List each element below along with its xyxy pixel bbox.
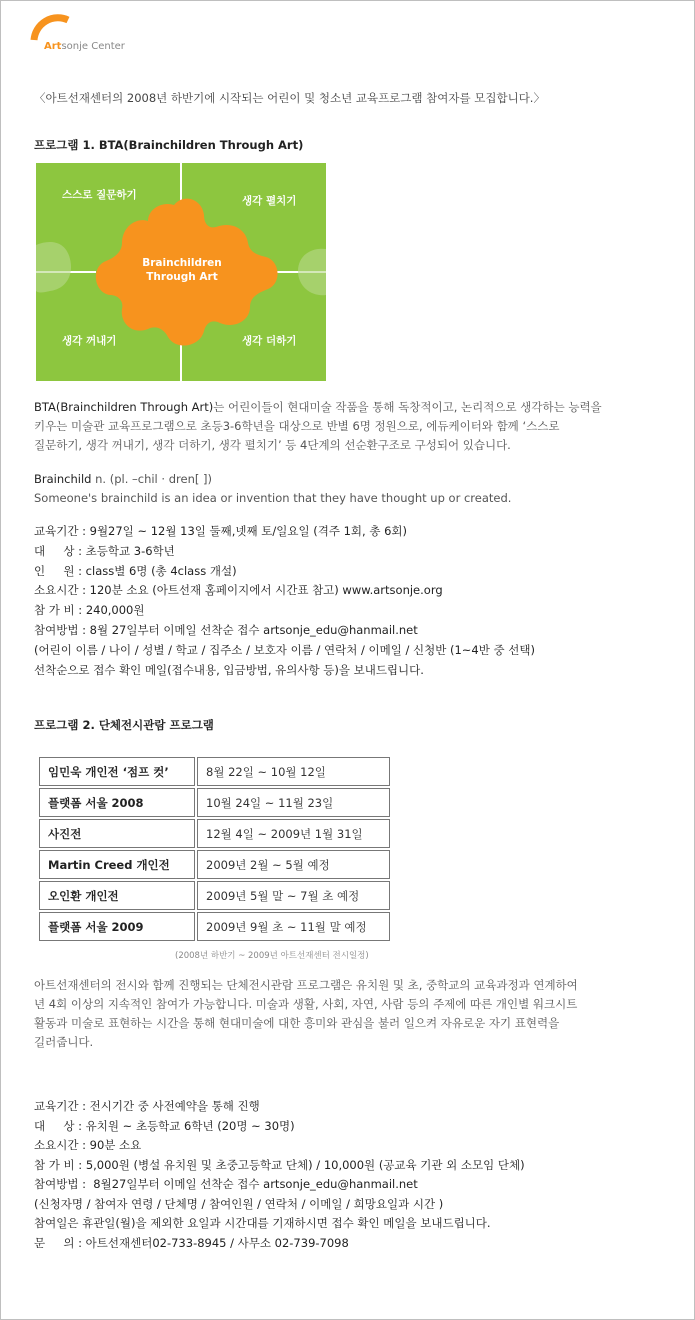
intro-text: 〈아트선재센터의 2008년 하반기에 시작되는 어린이 및 청소년 교육프로그램 참여자를 모집합니다.〉 — [34, 91, 545, 105]
exhibition-schedule-table — [37, 755, 392, 943]
program2-description-line: 활동과 미술로 표현하는 시간을 통해 현대미술에 대한 흥미와 관심을 불러 일으켜 자유로운 자기 표현력을 — [34, 1016, 560, 1030]
exhibition-name: 임민욱 개인전 ‘점프 컷’ — [39, 757, 195, 786]
program1-info-line: 대 상 : 초등학교 3-6학년 — [34, 543, 175, 558]
logo-brand-rest: sonje Center — [61, 41, 125, 52]
table-row — [39, 912, 390, 941]
puzzle-label-top-left: 스스로 질문하기 — [62, 189, 137, 201]
program1-description-line3: 질문하기, 생각 꺼내기, 생각 더하기, 생각 펼치기’ 등 4단계의 선순환구조로 구성되어 있습니다. — [34, 438, 511, 452]
exhibition-name: Martin Creed 개인전 — [39, 850, 195, 879]
program2-description-line: 년 4회 이상의 지속적인 참여가 가능합니다. 미술과 생활, 사회, 자연, 사람 등의 주제에 따른 개인별 워크시트 — [34, 997, 578, 1011]
puzzle-label-top-right: 생각 펼치기 — [242, 195, 297, 207]
program1-info-line: 소요시간 : 120분 소요 (아트선재 홈페이지에서 시간표 참고) www.artsonje.org — [34, 583, 443, 598]
table-row — [39, 819, 390, 848]
program2-info-line: 참여방법 : 8월27일부터 이메일 선착순 접수 artsonje_edu@hanmail.net — [34, 1177, 418, 1191]
program1-info-line: 참 가 비 : 240,000원 — [34, 603, 145, 618]
program1-info-line: 참여방법 : 8월 27일부터 이메일 선착순 접수 artsonje_edu@hanmail.net — [34, 622, 418, 637]
program2-description — [34, 976, 659, 1052]
exhibition-name: 플랫폼 서울 2008 — [39, 788, 195, 817]
program1-info-list — [34, 522, 674, 680]
brainchild-definition-text: Someone's brainchild is an idea or invention that they have thought up or created. — [34, 491, 512, 505]
exhibition-name: 플랫폼 서울 2009 — [39, 912, 195, 941]
table-row — [39, 757, 390, 786]
table-row — [39, 850, 390, 879]
program2-info-line: 소요시간 : 90분 소요 — [34, 1138, 142, 1152]
exhibition-dates: 8월 22일 ~ 10월 12일 — [197, 757, 390, 786]
puzzle-label-bottom-left: 생각 꺼내기 — [62, 335, 117, 347]
program1-description-strong: BTA(Brainchildren Through Art) — [34, 400, 214, 414]
table-row — [39, 788, 390, 817]
program2-info-line: 참여일은 휴관일(월)을 제외한 요일과 시간대를 기재하시면 접수 확인 메일을 보내드립니다. — [34, 1216, 491, 1230]
program1-heading: 프로그램 1. BTA(Brainchildren Through Art) — [34, 138, 304, 152]
table-row — [39, 881, 390, 910]
program2-description-line: 아트선재센터의 전시와 함께 진행되는 단체전시관람 프로그램은 유치원 및 초, 중학교의 교육과정과 연계하여 — [34, 978, 578, 992]
exhibition-name: 오인환 개인전 — [39, 881, 195, 910]
exhibition-dates: 2009년 9월 초 ~ 11월 말 예정 — [197, 912, 390, 941]
exhibition-dates: 2009년 5월 말 ~ 7월 초 예정 — [197, 881, 390, 910]
brainchild-word: Brainchild — [34, 472, 92, 486]
program2-info-list — [34, 1097, 674, 1253]
logo-brand-bold: Art — [44, 41, 62, 52]
exhibition-dates: 12월 4일 ~ 2009년 1월 31일 — [197, 819, 390, 848]
program2-info-line: 대 상 : 유치원 ~ 초등학교 6학년 (20명 ~ 30명) — [34, 1118, 295, 1133]
program2-info-line: 문 의 : 아트선재센터02-733-8945 / 사무소 02-739-7098 — [34, 1235, 349, 1250]
puzzle-label-bottom-right: 생각 더하기 — [242, 335, 297, 347]
puzzle-center-label-line1: Brainchildren — [142, 257, 222, 269]
program2-description-line: 길러줍니다. — [34, 1035, 94, 1049]
exhibition-name: 사진전 — [39, 819, 195, 848]
exhibition-dates: 10월 24일 ~ 11월 23일 — [197, 788, 390, 817]
program1-info-line: 교육기간 : 9월27일 ~ 12월 13일 둘째,넷째 토/일요일 (격주 1회, 총 6회) — [34, 524, 408, 538]
program2-heading: 프로그램 2. 단체전시관람 프로그램 — [34, 718, 214, 732]
program1-info-line: 인 원 : class별 6명 (총 4class 개설) — [34, 563, 237, 578]
program2-info-line: 교육기간 : 전시기간 중 사전예약을 통해 진행 — [34, 1099, 260, 1113]
program1-info-line: 선착순으로 접수 확인 메일(접수내용, 입금방법, 유의사항 등)을 보내드립니다. — [34, 662, 424, 677]
program1-info-line: (어린이 이름 / 나이 / 성별 / 학교 / 집주소 / 보호자 이름 / 연락처 / 이메일 / 신청반 (1~4반 중 선택) — [34, 642, 535, 657]
program2-info-line: (신청자명 / 참여자 연령 / 단체명 / 참여인원 / 연락처 / 이메일 / 희망요일과 시간 ) — [34, 1196, 444, 1211]
program1-description — [34, 398, 664, 455]
artsonje-logo-text[interactable] — [44, 41, 125, 52]
program1-description-line2: 키우는 미술관 교육프로그램으로 초등3-6학년을 대상으로 반별 6명 정원으로, 에듀케이터와 함께 ‘스스로 — [34, 419, 560, 433]
brainchild-definition — [34, 470, 664, 508]
schedule-caption: (2008년 하반기 ~ 2009년 아트선재센터 전시일정) — [175, 951, 369, 961]
puzzle-center-label-line2: Through Art — [146, 271, 218, 283]
program1-description-line1: 는 어린이들이 현대미술 작품을 통해 독창적이고, 논리적으로 생각하는 능력을 — [213, 400, 602, 414]
brainchild-pronunciation: n. (pl. –chil · dren[ ]) — [91, 472, 212, 486]
exhibition-dates: 2009년 2월 ~ 5월 예정 — [197, 850, 390, 879]
program2-info-line: 참 가 비 : 5,000원 (병설 유치원 및 초중고등학교 단체) / 10,000원 (공교육 기관 외 소모임 단체) — [34, 1157, 525, 1172]
